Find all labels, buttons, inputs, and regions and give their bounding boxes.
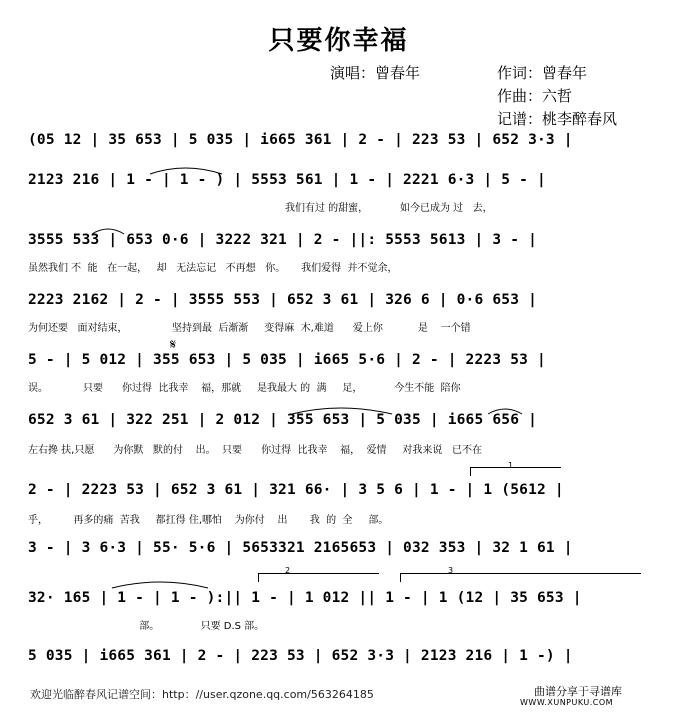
score-line-6 xyxy=(28,412,656,432)
volta-number-1: 1 xyxy=(508,461,514,470)
volta-bracket-3 xyxy=(400,573,641,582)
brand-url: WWW.XUNPUKU.COM xyxy=(520,698,614,707)
notes-line-9: 32· 165 | 1 - | 1 - ):|| 1 - | 1 012 || 1 - | 1 (12 | 35 653 | xyxy=(28,590,582,606)
score-line-4 xyxy=(28,292,656,312)
transcriber-credit: 记谱：桃李醉春风 xyxy=(497,110,618,128)
notes-line-1: (05 12 | 35 653 | 5 035 | i665 361 | 2 - | 223 53 | 652 3·3 | xyxy=(28,132,573,148)
brand-text: 曲谱分享于寻谱库 xyxy=(534,685,622,698)
lyrics-line-4: 为何还要 面对结束， 坚持到最 后渐渐 变得麻 木,难道 爱上你 是 一个错 xyxy=(28,323,471,334)
score-line-3 xyxy=(28,232,656,252)
notes-line-4: 2223 2162 | 2 - | 3555 553 | 652 3 61 | 326 6 | 0·6 653 | xyxy=(28,292,537,308)
singer-credit: 演唱：曾春年 xyxy=(330,64,421,82)
composer-credit: 作曲：六哲 xyxy=(497,87,573,105)
notes-line-2: 2123 216 | 1 - | 1 - ) | 5553 561 | 1 - | 2221 6·3 | 5 - | xyxy=(28,172,546,188)
score-line-8 xyxy=(28,540,656,560)
notes-line-10: 5 035 | i665 361 | 2 - | 223 53 | 652 3·3 | 2123 216 | 1 -) | xyxy=(28,648,573,664)
footer-text: 欢迎光临醉春风记谱空间：http：//user.qzone.qq.com/563264185 xyxy=(30,688,374,701)
score-line-9 xyxy=(28,590,656,610)
score-line-5 xyxy=(28,352,656,372)
volta-bracket-2 xyxy=(258,573,379,582)
segno-sign: 𝄋 xyxy=(170,337,177,353)
notes-line-3: 3555 533 | 653 0·6 | 3222 321 | 2 - ||: 5553 5613 | 3 - | xyxy=(28,232,537,248)
lyrics-line-6: 左右搀 扶,只愿 为你默 默的付 出。 只要 你过得 比我幸 福， 爱情 对我来说 已不在 xyxy=(28,445,482,456)
notes-line-6: 652 3 61 | 322 251 | 2 012 | 355 653 | 5 035 | i665 656 | xyxy=(28,412,537,428)
score-line-10 xyxy=(28,648,656,668)
notes-line-5: 5 - | 5 012 | 355 653 | 5 035 | i665 5·6 | 2 - | 2223 53 | xyxy=(28,352,546,368)
lyrics-line-5: 误。 只要 你过得 比我幸 福，那就 是我最大 的 满 足， 今生不能 陪你 xyxy=(28,383,461,394)
notes-line-8: 3 - | 3 6·3 | 55· 5·6 | 5653321 2165653 | 032 353 | 32 1 61 | xyxy=(28,540,573,556)
score-line-7 xyxy=(28,482,656,502)
lyrics-line-9: 部。 只要 D.S 部。 xyxy=(28,621,265,632)
volta-number-2: 2 xyxy=(285,566,291,575)
lyrics-line-7: 乎， 再多的痛 苦我 都扛得 住,哪怕 为你付 出 我 的 全 部。 xyxy=(28,515,389,526)
volta-number-3: 3 xyxy=(448,566,454,575)
page-title: 只要你幸福 xyxy=(268,26,409,56)
score-line-2 xyxy=(28,172,656,192)
lyrics-line-2: 我们有过 的甜蜜， 如今已成为 过 去， xyxy=(285,203,493,214)
volta-bracket-1 xyxy=(470,467,561,476)
notes-line-7: 2 - | 2223 53 | 652 3 61 | 321 66· | 3 5 6 | 1 - | 1 (5612 | xyxy=(28,482,564,498)
score-line-1 xyxy=(28,132,656,152)
lyricist-credit: 作词：曾春年 xyxy=(497,64,588,82)
lyrics-line-3: 虽然我们 不 能 在一起， 却 无法忘记 不再想 你。 我们爱得 并不觉余， xyxy=(28,263,398,274)
